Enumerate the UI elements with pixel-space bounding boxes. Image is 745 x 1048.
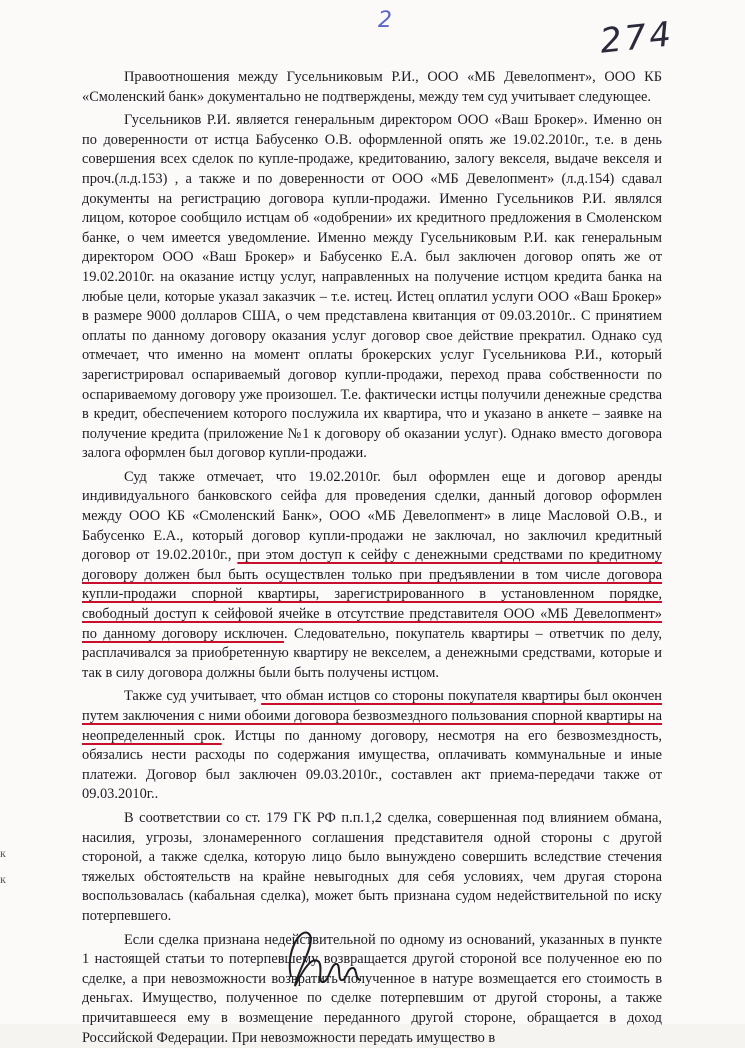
document-body <box>82 68 662 1048</box>
handwritten-sheet-number: 274 <box>598 14 676 62</box>
handwritten-page-number: 2 <box>378 8 392 33</box>
paragraph-text: . Истцы по данному договору, несмотря на его безвозмездность, обязались нести расходы по содержания имущества, оплачивать коммунальные и иные платежи. Договор был заключен 09.03.2010г., составлен акт приема-передачи также от 09.03.2010г.. <box>82 727 662 803</box>
margin-mark: к <box>0 846 6 860</box>
paragraph-text: Также суд учитывает, <box>124 688 257 705</box>
paragraph: Правоотношения между Гусельниковым Р.И., ООО «МБ Девелопмент», ООО КБ «Смоленский банк» документально не подтверждены, между тем суд учитывает следующее. <box>82 69 662 105</box>
paragraph <box>82 687 662 805</box>
paragraph: Гусельников Р.И. является генеральным директором ООО «Ваш Брокер». Именно он по доверенности от истца Бабусенко О.В. оформленной опять же 19.02.2010г., т.е. в день совершения всех сделок по купле-продаже, кредитованию, залогу векселя, выдаче векселя и проч.(л.д.153) , а также и по доверенности от ООО «МБ Девелопмент» (л.д.154) сдавал документы на регистрацию договора купли-продажи. Именно Гусельников Р.И. являлся лицом, которое сообщило истцам об «одобрении» их кредитного предложения в Смоленском банке, о чем имеется уведомление. Именно между Гусельниковым Р.И. как генеральным директором ООО «Ваш Брокер» и Бабусенко Е.А. был заключен договор опять же от 19.02.2010г. на оказание истцу услуг, направленных на получение истцом кредита банка на любые цели, которые указал заказчик – т.е. истец. Истец оплатил услуги ООО «Ваш Брокер» в размере 9000 долларов США, о чем представлена квитанция от 09.03.2010г.. С принятием оплаты по данному договору оказания услуг договор свое действие прекратил. Однако суд отмечает, что именно на момент оплаты брокерских услуг Гусельникова Р.И., который зарегистрировал оспариваемый договор купли-продажи, переход права собственности по оспариваемому договору уже произошел. Т.е. фактически истцы получили денежные средства в кредит, обеспечением которого послужила их квартира, что и указано в анкете – заявке на получение кредита (приложение №1 к договору об оказании услуг). Однако вместо договора залога оформлен был договор купли-продажи. <box>82 112 662 462</box>
left-margin-marks <box>0 640 10 900</box>
paragraph-text: . Следовательно, покупатель квартиры – ответчик по делу, расплачивался за приобретенную квартиру не векселем, а денежными средствами, которые и так в силу договора должны были быть получены истцом. <box>82 625 662 681</box>
highlighted-text: что обман истцов со стороны покупателя квартиры был окончен путем заключения с ними обоими договора безвозмездного пользования спорной квартиры на неопределенный срок <box>82 688 662 744</box>
paragraph: В соответствии со ст. 179 ГК РФ п.п.1,2 сделка, совершенная под влиянием обмана, насилия, угрозы, злонамеренного соглашения представителя одной стороны с другой стороной, а также сделка, которую лицо было вынуждено совершить вследствие стечения тяжелых обстоятельств на крайне невыгодных для себя условиях, чем другая сторона воспользовалась (кабальная сделка), может быть признана судом недействительной по иску потерпевшего. <box>82 809 662 924</box>
paragraph <box>82 468 662 684</box>
paragraph: Если сделка признана недействительной по одному из оснований, указанных в пункте 1 настоящей статьи то потерпевшему возвращается другой стороной все полученное ею по сделке, а при невозможности возвратить полученное в натуре возмещается его стоимость в деньгах. Имущество, полученное по сделке потерпевшим от другой стороны, а также причитавшееся ему в возмещение переданного другой стороне, обращается в доход Российской Федерации. При невозможности передать имущество в <box>82 931 662 1046</box>
highlighted-text: при этом доступ к сейфу с денежными средствами по кредитному договору должен был быть осуществлен только при предъявлении в том числе договора купли-продажи спорной квартиры, зарегистрированного в установленном порядке, свободный доступ к сейфовой ячейке в отсутствие представителя ООО «МБ Девелопмент» по данному договору исключен <box>82 547 662 642</box>
margin-mark: к <box>0 872 6 886</box>
handwritten-signature <box>283 922 363 992</box>
paragraph-text: Суд также отмечает, что 19.02.2010г. был оформлен еще и договор аренды индивидуального банковского сейфа для проведения сделки, данный договор оформлен между ООО КБ «Смоленский Банк», ООО «МБ Девелопмент» в лице Масловой О.В., и Бабусенко Е.А., который договор купли-продажи не заключал, но заключил кредитный договор от 19.02.2010г., <box>82 468 662 564</box>
